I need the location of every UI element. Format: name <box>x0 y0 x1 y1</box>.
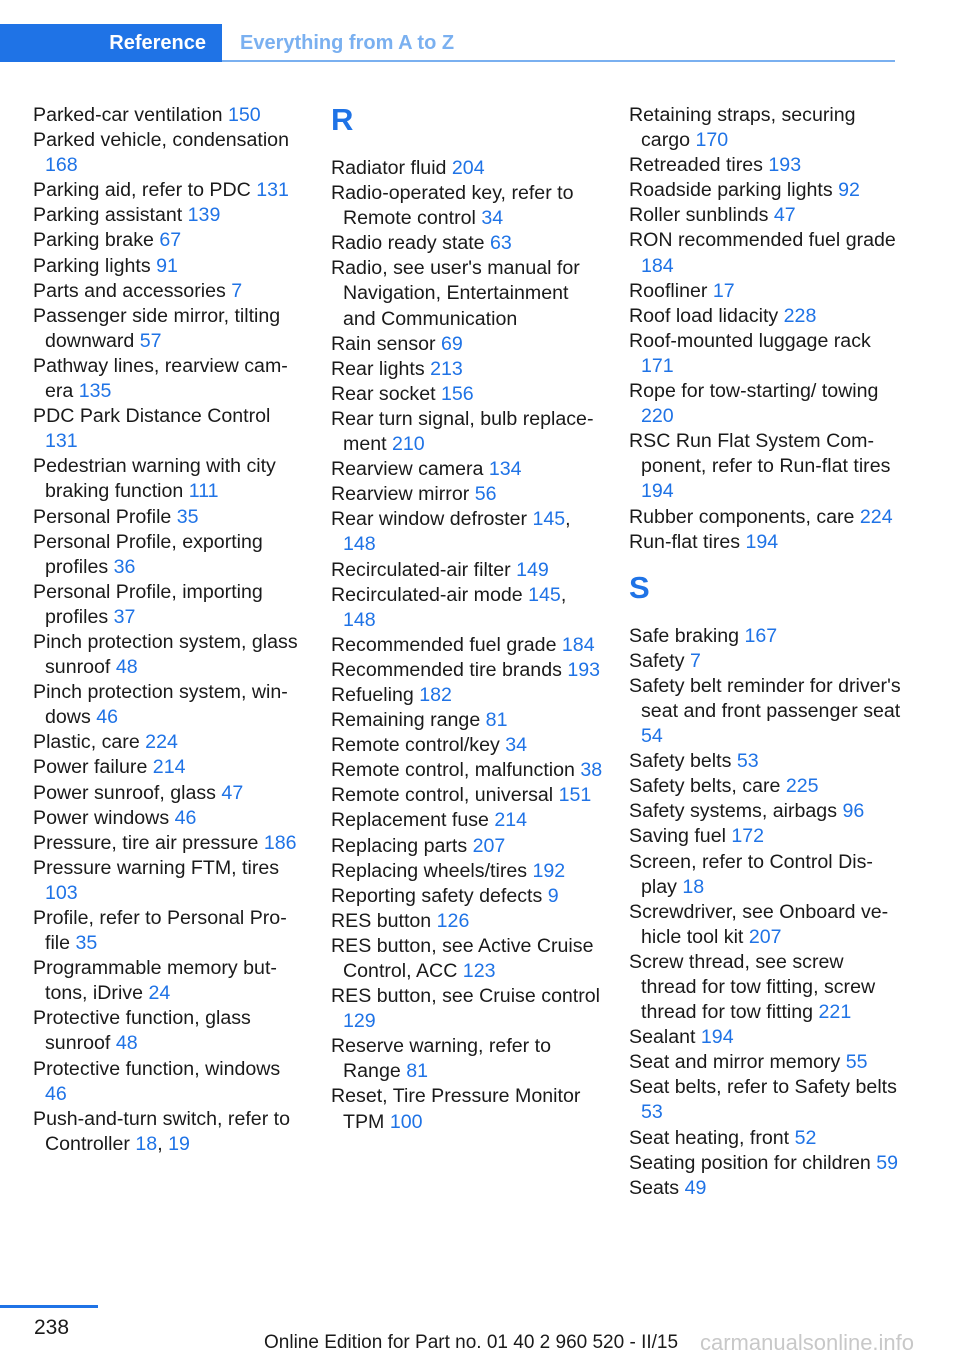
index-entry <box>33 1107 305 1157</box>
page-link[interactable]: 48 <box>115 1032 138 1055</box>
index-entry <box>331 256 603 331</box>
index-entry <box>33 454 305 504</box>
index-entry <box>33 680 305 730</box>
page-link[interactable]: 224 <box>859 505 893 528</box>
index-entry-text: Parking aid, refer to PDC <box>33 179 257 202</box>
index-entry <box>33 806 305 831</box>
page-link[interactable]: 194 <box>641 480 674 503</box>
index-entry <box>331 507 603 557</box>
page-separator: , <box>565 508 571 531</box>
page-link[interactable]: 193 <box>768 154 802 177</box>
index-entry-text: Seating position for children <box>629 1151 877 1174</box>
index-entry-text: Parked vehicle, condensation <box>33 129 289 152</box>
index-entry-text: RES button, see Active Cruise Control, ACC <box>331 934 594 982</box>
page-link[interactable]: 53 <box>736 750 759 773</box>
index-entry-text: Run-flat tires <box>629 530 746 553</box>
page-link[interactable]: 172 <box>731 825 765 848</box>
index-entry-text: Radiator fluid <box>331 157 452 179</box>
page-link[interactable]: 149 <box>516 558 549 581</box>
index-entry-text: Passenger side mirror, tilting downward <box>33 304 281 352</box>
index-entry <box>629 850 901 900</box>
index-entry-text: Rear window defroster <box>331 508 533 531</box>
page-link[interactable]: 135 <box>78 380 112 403</box>
index-entry-text: Rubber components, care <box>629 505 860 528</box>
page-link[interactable]: 59 <box>876 1151 899 1174</box>
index-entry <box>629 1050 901 1075</box>
index-entry-text: Safety <box>629 649 690 672</box>
index-entry-text: Rearview camera <box>331 458 489 481</box>
index-entry-text: Safety belt reminder for driver's seat and front passenger seat <box>629 674 901 722</box>
index-entry <box>331 332 603 357</box>
index-column-1 <box>33 103 305 1157</box>
index-entry <box>33 755 305 780</box>
index-entry-text: Protective function, glass sunroof <box>33 1007 251 1055</box>
index-entry-text: Rain sensor <box>331 332 441 355</box>
index-entry-text: Saving fuel <box>629 825 732 848</box>
index-entry <box>331 934 603 984</box>
page-link[interactable]: 34 <box>481 207 504 230</box>
page-link[interactable]: 170 <box>695 129 729 152</box>
page-link[interactable]: 192 <box>532 859 566 882</box>
index-entry <box>33 304 305 354</box>
page-link[interactable]: 38 <box>580 759 603 782</box>
index-entry <box>331 1034 603 1084</box>
index-entry-text: Pedestrian warning with city braking function <box>33 455 276 503</box>
index-entry <box>629 1075 901 1125</box>
watermark: carmanualsonline.info <box>700 1330 915 1355</box>
index-entry <box>33 1057 305 1107</box>
page-link[interactable]: 57 <box>139 329 162 352</box>
index-entry <box>33 856 305 906</box>
index-entry <box>331 1084 603 1134</box>
index-column-3 <box>629 103 901 1201</box>
index-entry <box>33 228 305 253</box>
page-link[interactable]: 53 <box>641 1101 663 1124</box>
index-entry-text: Remaining range <box>331 709 486 732</box>
index-entry-text: Rear lights <box>331 357 431 380</box>
index-entry <box>33 781 305 806</box>
page-link[interactable]: 37 <box>113 605 136 628</box>
page-link[interactable]: 150 <box>227 104 261 126</box>
index-entry-text: Pinch protection system, windows <box>33 681 288 729</box>
index-entry-text: Programmable memory buttons, iDrive <box>33 957 277 1005</box>
page-link[interactable]: 56 <box>474 483 497 506</box>
page-link[interactable]: 210 <box>392 433 425 456</box>
page-link[interactable]: 134 <box>488 458 522 481</box>
index-entry-text: Safety belts, care <box>629 775 786 798</box>
index-entry-text: Recommended fuel grade <box>331 633 562 656</box>
page-link[interactable]: 55 <box>845 1051 868 1074</box>
page-separator: , <box>560 583 567 606</box>
index-entry <box>629 203 901 228</box>
page-link[interactable]: 47 <box>221 781 244 804</box>
index-entry-text: Recirculated-air mode <box>331 583 529 606</box>
index-entry <box>629 329 901 379</box>
index-entry-text: Rear turn signal, bulb replacement <box>331 407 594 456</box>
page-link[interactable]: 52 <box>794 1126 817 1149</box>
index-entry <box>629 178 901 203</box>
index-entry-text: Power windows <box>33 806 175 829</box>
index-entry-text: Roadside parking lights <box>629 179 839 202</box>
index-letter-heading: S <box>629 569 650 605</box>
index-entry-text: Rope for tow-starting/ towing <box>629 380 879 403</box>
index-entry-text: Seat heating, front <box>629 1126 795 1149</box>
index-entry <box>629 624 901 649</box>
page-link[interactable]: 194 <box>700 1026 734 1049</box>
index-entry <box>629 749 901 774</box>
index-entry-text: Sealant <box>629 1026 701 1049</box>
page-link[interactable]: 207 <box>748 925 782 948</box>
page-link[interactable]: 49 <box>684 1176 707 1199</box>
index-entry-text: Radio, see user's manual for Navigation, Entertainment and Communication <box>331 257 580 330</box>
page-link[interactable]: 182 <box>419 683 452 706</box>
index-entry <box>629 379 901 429</box>
index-entry <box>331 633 603 658</box>
index-entry-text: Seats <box>629 1176 685 1199</box>
index-entry-text: Pressure warning FTM, tires <box>33 856 280 879</box>
page-link[interactable]: 46 <box>96 706 118 729</box>
index-entry <box>33 254 305 279</box>
page-link[interactable]: 9 <box>547 884 559 907</box>
page-link[interactable]: 171 <box>641 354 674 377</box>
index-column-2 <box>331 103 603 1135</box>
page-link[interactable]: 111 <box>188 480 219 503</box>
index-entry <box>33 530 305 580</box>
index-entry-text: Rearview mirror <box>331 483 475 506</box>
index-entry-text: Recommended tire brands <box>331 658 568 681</box>
index-entry <box>331 708 603 733</box>
index-entry-text: RSC Run Flat System Component, refer to Run-flat tires <box>629 430 891 478</box>
page-link[interactable]: 126 <box>436 909 470 932</box>
page-link[interactable]: 19 <box>168 1132 190 1155</box>
page-link[interactable]: 213 <box>430 357 463 380</box>
page-link[interactable]: 67 <box>159 229 182 252</box>
index-entry <box>629 900 901 950</box>
index-entry <box>629 103 901 153</box>
index-entry-text: Parking assistant <box>33 204 188 227</box>
index-entry-text: Pressure, tire air pressure <box>33 831 264 854</box>
index-entry-text: Plastic, care <box>33 731 146 754</box>
page-link[interactable]: 167 <box>744 624 778 647</box>
index-entry <box>33 956 305 1006</box>
index-entry <box>331 583 603 633</box>
section-tab[interactable]: Reference <box>0 24 222 62</box>
index-entry <box>331 382 603 407</box>
index-entry-text: PDC Park Distance Control <box>33 405 271 428</box>
index-entry <box>33 730 305 755</box>
index-entry-text: Remote control, universal <box>331 784 559 807</box>
page-link[interactable]: 81 <box>406 1060 428 1083</box>
page-link[interactable]: 7 <box>690 649 701 672</box>
index-entry <box>331 733 603 758</box>
page-link[interactable]: 81 <box>485 709 508 732</box>
index-entry <box>331 457 603 482</box>
index-entry <box>331 859 603 884</box>
index-entry-text: Personal Profile, importing profiles <box>33 580 263 628</box>
index-entry <box>331 482 603 507</box>
index-entry <box>629 799 901 824</box>
index-entry-text: Roof load lidacity <box>629 304 784 327</box>
index-entry-text: Roofliner <box>629 279 713 302</box>
page-number: 238 <box>34 1316 70 1339</box>
index-entry <box>629 1151 901 1176</box>
page-link[interactable]: 17 <box>712 279 735 302</box>
page-link[interactable]: 54 <box>641 725 663 748</box>
index-entry <box>33 103 305 128</box>
index-entry <box>629 1126 901 1151</box>
index-entry <box>33 505 305 530</box>
footer-rule <box>0 1305 98 1308</box>
index-entry-text: Pathway lines, rearview camera <box>33 354 288 403</box>
page-link[interactable]: 63 <box>490 232 512 255</box>
index-entry <box>33 354 305 404</box>
index-letter-heading: R <box>331 102 354 137</box>
index-entry-text: Replacing parts <box>331 834 473 857</box>
index-entry-text: Personal Profile, exporting profiles <box>33 530 263 578</box>
index-entry <box>33 279 305 304</box>
index-entry-text: Push-and-turn switch, refer to Controller <box>33 1107 291 1155</box>
page-link[interactable]: 34 <box>505 734 528 757</box>
page-link[interactable]: 46 <box>45 1082 67 1105</box>
index-entry <box>331 357 603 382</box>
index-entry <box>629 530 901 555</box>
page-link[interactable]: 225 <box>785 775 819 798</box>
index-entry-text: Parts and accessories <box>33 279 232 302</box>
index-entry <box>629 649 901 674</box>
index-entry <box>629 674 901 749</box>
page-link[interactable]: 148 <box>343 608 376 631</box>
page-link[interactable]: 214 <box>494 809 528 832</box>
index-entry-text: Profile, refer to Personal Profile <box>33 907 287 955</box>
index-entry <box>629 824 901 849</box>
page-link[interactable]: 220 <box>641 405 674 428</box>
page-link[interactable]: 214 <box>152 756 186 779</box>
index-entry <box>33 831 305 856</box>
index-entry-text: Retreaded tires <box>629 154 769 177</box>
index-entry-text: Safe braking <box>629 624 745 647</box>
subsection-title[interactable]: Everything from A to Z <box>240 32 455 54</box>
index-entry-text: Personal Profile <box>33 505 177 528</box>
index-entry-text: RES button <box>331 909 437 932</box>
index-entry-text: Safety systems, airbags <box>629 800 843 823</box>
page-link[interactable]: 35 <box>176 505 199 528</box>
index-entry <box>33 630 305 680</box>
page-link[interactable]: 36 <box>113 555 136 578</box>
index-entry-text: Seat and mirror memory <box>629 1051 846 1074</box>
index-entry-text: Protective function, windows <box>33 1057 281 1080</box>
index-entry-text: Reserve warning, refer to Range <box>331 1035 551 1083</box>
index-entry <box>629 950 901 1025</box>
index-entry-text: Power failure <box>33 756 153 779</box>
index-entry <box>331 181 603 231</box>
page-link[interactable]: 48 <box>115 656 138 679</box>
page-link[interactable]: 194 <box>745 530 779 553</box>
page-link[interactable]: 131 <box>45 430 78 453</box>
page-link[interactable]: 168 <box>45 154 78 177</box>
page-link[interactable]: 156 <box>441 382 474 405</box>
index-entry-text: Recirculated-air filter <box>331 558 517 581</box>
index-entry-text: Retaining straps, securing cargo <box>629 104 856 152</box>
index-entry <box>629 279 901 304</box>
index-entry-text: Refueling <box>331 683 420 706</box>
page-link[interactable]: 151 <box>558 784 592 807</box>
index-entry-text: RON recommended fuel grade <box>629 229 896 252</box>
index-entry-text: Rear socket <box>331 382 441 405</box>
index-entry-text: Pinch protection system, glass sunroof <box>33 630 298 679</box>
index-entry <box>33 1006 305 1056</box>
index-entry-text: Roof-mounted luggage rack <box>629 329 871 352</box>
page-link[interactable]: 7 <box>231 279 243 302</box>
page-link[interactable]: 91 <box>156 254 178 277</box>
index-entry <box>629 304 901 329</box>
index-entry <box>33 906 305 956</box>
index-entry <box>331 683 603 708</box>
page-link[interactable]: 145 <box>532 508 566 531</box>
page-link[interactable]: 184 <box>561 633 595 656</box>
page-link[interactable]: 100 <box>389 1110 423 1133</box>
index-entry-text: Roller sunblinds <box>629 204 774 227</box>
index-entry-text: Remote control/key <box>331 734 506 757</box>
index-entry <box>331 558 603 583</box>
index-entry <box>331 156 603 181</box>
page-link[interactable]: 204 <box>451 157 485 179</box>
index-entry <box>629 1176 901 1201</box>
page-link[interactable]: 46 <box>174 806 197 829</box>
index-entry <box>629 774 901 799</box>
page-link[interactable]: 186 <box>263 831 297 854</box>
page-link[interactable]: 129 <box>343 1010 376 1033</box>
page-link[interactable]: 103 <box>45 881 78 904</box>
page-link[interactable]: 35 <box>75 932 98 955</box>
index-entry <box>331 407 603 457</box>
index-entry <box>331 658 603 683</box>
index-entry <box>331 984 603 1034</box>
page-link[interactable]: 148 <box>343 533 376 556</box>
index-entry <box>629 228 901 278</box>
index-entry-text: Replacement fuse <box>331 809 495 832</box>
page-link[interactable]: 92 <box>838 179 860 202</box>
index-entry <box>629 1025 901 1050</box>
index-entry <box>33 128 305 178</box>
index-entry-text: Power sunroof, glass <box>33 781 222 804</box>
index-entry-text: Reporting safety defects <box>331 884 548 907</box>
index-entry-text: Seat belts, refer to Safety belts <box>629 1076 897 1099</box>
index-entry-text: Parking brake <box>33 229 160 252</box>
page-link[interactable]: 96 <box>842 800 865 823</box>
page-link[interactable]: 207 <box>472 834 506 857</box>
index-entry-text: Screen, refer to Control Display <box>629 850 873 898</box>
page-link[interactable]: 145 <box>528 583 561 606</box>
index-entry <box>331 758 603 783</box>
page-link[interactable]: 69 <box>441 332 463 355</box>
page-link[interactable]: 221 <box>818 1001 852 1024</box>
page-link[interactable]: 224 <box>145 731 178 754</box>
index-entry-text: Radio ready state <box>331 232 491 255</box>
header-divider <box>222 60 895 62</box>
page-link[interactable]: 184 <box>641 254 674 277</box>
page-link[interactable]: 193 <box>567 658 601 681</box>
edition-note: Online Edition for Part no. 01 40 2 960 520 - II/15 <box>264 1332 679 1353</box>
index-entry <box>33 203 305 228</box>
index-entry <box>629 153 901 178</box>
page-link[interactable]: 47 <box>773 204 796 227</box>
page-link[interactable]: 18 <box>682 875 705 898</box>
index-entry <box>331 909 603 934</box>
index-entry <box>331 783 603 808</box>
index-entry-text: Reset, Tire Pressure Monitor TPM <box>331 1085 581 1133</box>
index-entry-text: Replacing wheels/tires <box>331 859 533 882</box>
index-entry-text: Safety belts <box>629 750 737 773</box>
index-entry-text: Screwdriver, see Onboard vehicle tool kit <box>629 900 889 948</box>
page-link[interactable]: 18 <box>135 1132 158 1155</box>
index-entry-text: Screw thread, see screw thread for tow fitting, screw thread for tow fitting <box>629 950 876 1024</box>
index-entry <box>331 231 603 256</box>
index-entry-text: Parking lights <box>33 254 157 277</box>
index-entry <box>33 580 305 630</box>
index-entry <box>33 178 305 203</box>
index-entry-text: Parked-car ventilation <box>33 104 228 126</box>
page-link[interactable]: 24 <box>148 982 171 1005</box>
page-link[interactable]: 228 <box>783 304 817 327</box>
index-entry <box>33 404 305 454</box>
page-header <box>0 24 895 62</box>
index-entry <box>331 808 603 833</box>
index-entry-text: RES button, see Cruise control <box>331 985 601 1008</box>
page-link[interactable]: 139 <box>187 204 221 227</box>
index-entry-text: Radio-operated key, refer to Remote control <box>331 182 574 230</box>
index-entry-text: Remote control, malfunction <box>331 759 581 782</box>
index-entry <box>331 834 603 859</box>
index-entry <box>629 505 901 530</box>
index-entry <box>629 429 901 504</box>
index-entry <box>331 884 603 909</box>
page-separator: , <box>157 1132 169 1155</box>
page-link[interactable]: 131 <box>256 179 289 202</box>
page-link[interactable]: 123 <box>462 960 496 982</box>
